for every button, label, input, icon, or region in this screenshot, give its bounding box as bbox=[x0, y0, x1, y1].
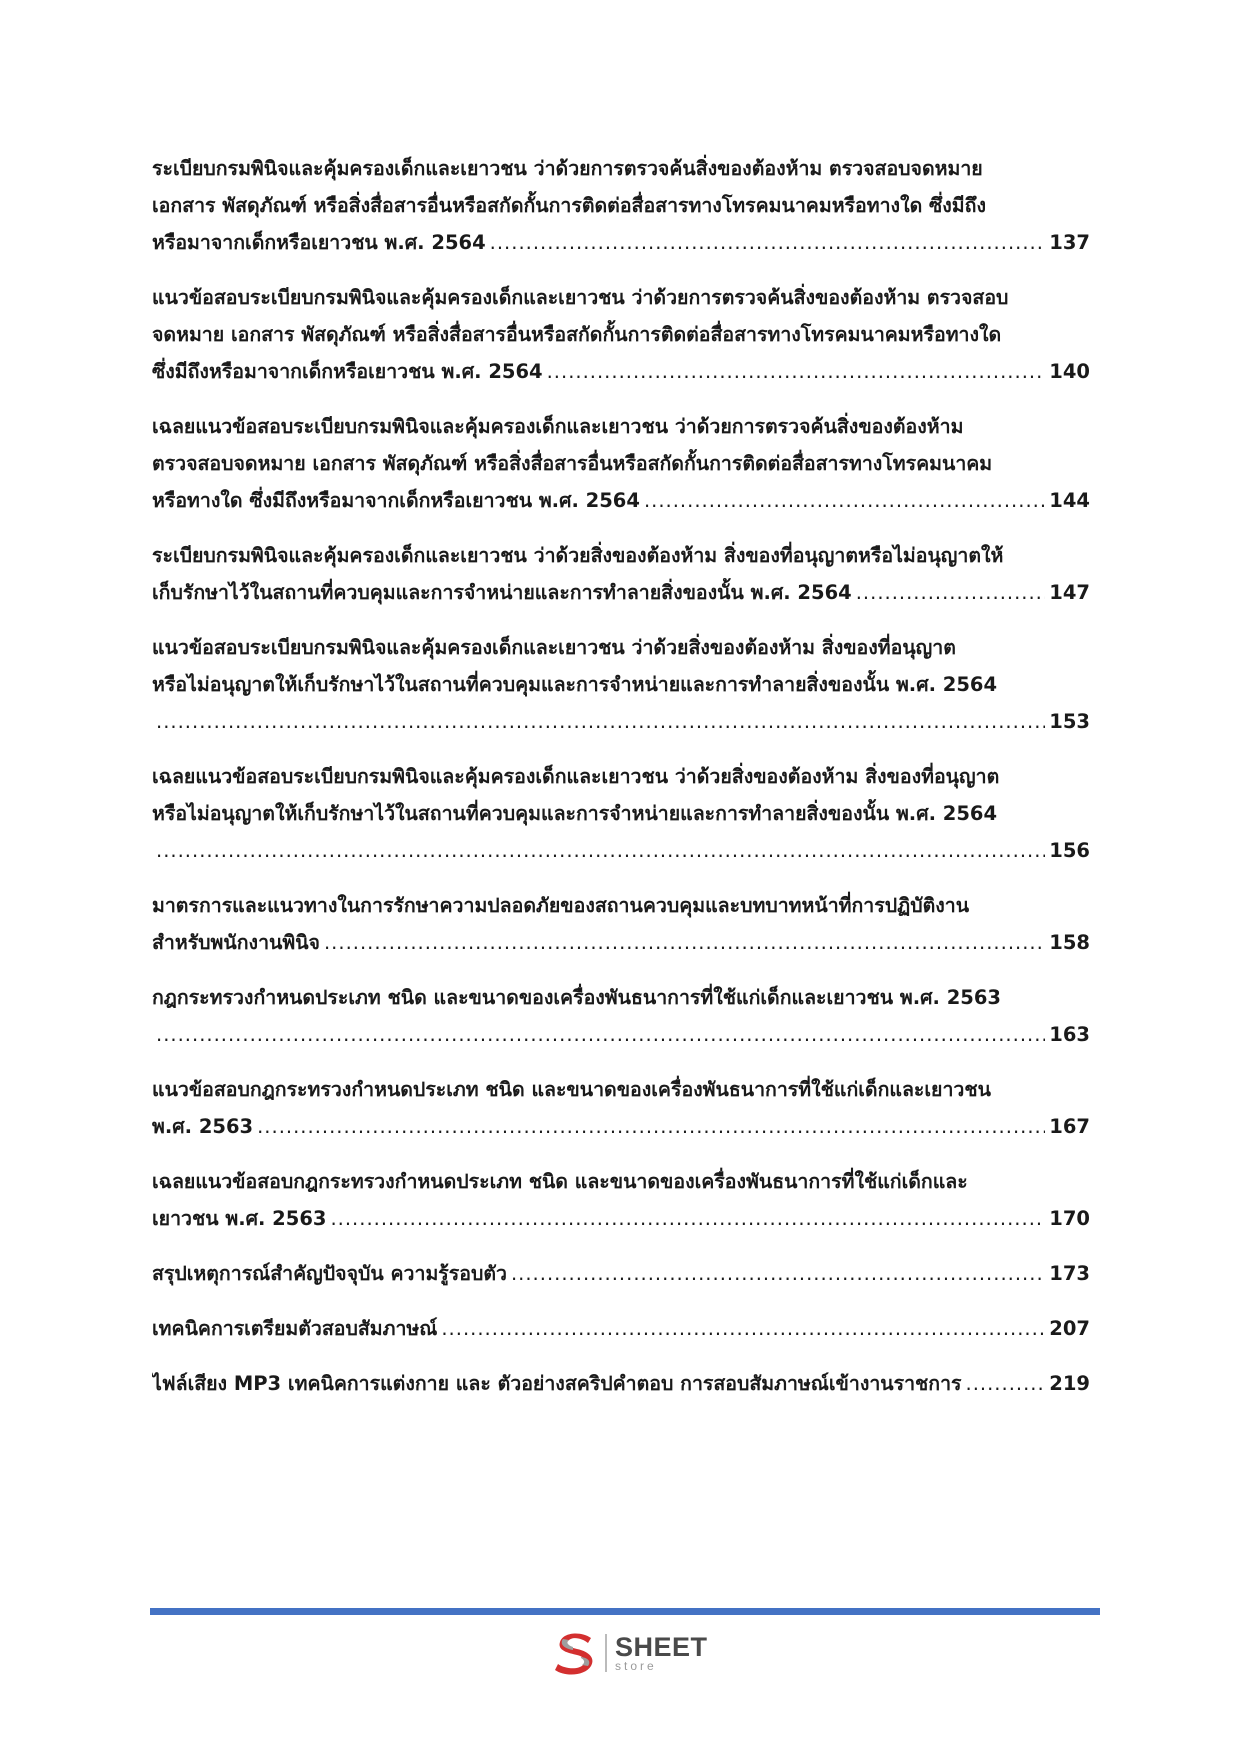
toc-page-number: 173 bbox=[1049, 1262, 1090, 1285]
dot-leader bbox=[966, 1365, 1046, 1402]
logo-separator bbox=[605, 1634, 607, 1672]
toc-entry[interactable] bbox=[152, 629, 1090, 740]
toc-entry-line: ระเบียบกรมพินิจและคุ้มครองเด็กและเยาวชน ว่าด้วยสิ่งของต้องห้าม สิ่งของที่อนุญาตหรือไม่อนุญาตให้ bbox=[152, 544, 1004, 567]
toc-entry-last-line bbox=[152, 1310, 1090, 1347]
dot-leader bbox=[156, 1016, 1045, 1053]
dot-leader bbox=[257, 1108, 1045, 1145]
toc-entry-line: เฉลยแนวข้อสอบระเบียบกรมพินิจและคุ้มครองเด็กและเยาวชน ว่าด้วยการตรวจค้นสิ่งของต้องห้าม bbox=[152, 415, 964, 438]
toc-entry[interactable] bbox=[152, 1255, 1090, 1292]
toc-entry[interactable] bbox=[152, 1310, 1090, 1347]
toc-page-number: 153 bbox=[1049, 710, 1090, 733]
toc-page-number: 207 bbox=[1049, 1317, 1090, 1340]
dot-leader bbox=[644, 482, 1045, 519]
toc-entry-last-line bbox=[152, 482, 1090, 519]
toc-entry-last-line bbox=[152, 1108, 1090, 1145]
dot-leader bbox=[490, 224, 1046, 261]
toc-page-number: 219 bbox=[1049, 1372, 1090, 1395]
toc-entry[interactable] bbox=[152, 1365, 1090, 1402]
dot-leader bbox=[324, 924, 1045, 961]
logo-wordmark bbox=[615, 1634, 708, 1672]
toc-entry-text: เทคนิคการเตรียมตัวสอบสัมภาษณ์ bbox=[152, 1317, 438, 1340]
table-of-contents bbox=[152, 150, 1090, 1402]
toc-entry-text: สรุปเหตุการณ์สำคัญปัจจุบัน ความรู้รอบตัว bbox=[152, 1262, 507, 1285]
toc-entry-last-line bbox=[152, 224, 1090, 261]
toc-entry[interactable] bbox=[152, 887, 1090, 961]
toc-entry-line: เฉลยแนวข้อสอบกฎกระทรวงกำหนดประเภท ชนิด และขนาดของเครื่องพันธนาการที่ใช้แก่เด็กและ bbox=[152, 1170, 968, 1193]
toc-entry[interactable] bbox=[152, 1071, 1090, 1145]
dot-leader bbox=[156, 832, 1045, 869]
toc-entry[interactable] bbox=[152, 758, 1090, 869]
toc-page-number: 137 bbox=[1049, 231, 1090, 254]
toc-entry-text: เก็บรักษาไว้ในสถานที่ควบคุมและการจำหน่ายและการทำลายสิ่งของนั้น พ.ศ. 2564 bbox=[152, 581, 852, 604]
dot-leader bbox=[856, 574, 1046, 611]
logo-sub: store bbox=[615, 1659, 657, 1673]
footer-rule bbox=[150, 1608, 1100, 1615]
toc-entry-line: แนวข้อสอบระเบียบกรมพินิจและคุ้มครองเด็กและเยาวชน ว่าด้วยสิ่งของต้องห้าม สิ่งของที่อนุญาต bbox=[152, 636, 956, 659]
toc-entry-last-line bbox=[152, 924, 1090, 961]
sheet-store-s-logo-icon bbox=[551, 1630, 599, 1676]
toc-entry-line: กฎกระทรวงกำหนดประเภท ชนิด และขนาดของเครื่องพันธนาการที่ใช้แก่เด็กและเยาวชน พ.ศ. 2563 bbox=[152, 986, 1001, 1009]
dot-leader bbox=[156, 703, 1045, 740]
toc-entry[interactable] bbox=[152, 1163, 1090, 1237]
toc-entry-line: จดหมาย เอกสาร พัสดุภัณฑ์ หรือสิ่งสื่อสารอื่นหรือสกัดกั้นการติดต่อสื่อสารทางโทรคมนาคมหรือทางใด bbox=[152, 323, 1002, 346]
toc-page-number: 170 bbox=[1049, 1207, 1090, 1230]
toc-entry-line: แนวข้อสอบระเบียบกรมพินิจและคุ้มครองเด็กและเยาวชน ว่าด้วยการตรวจค้นสิ่งของต้องห้าม ตรวจสอบ bbox=[152, 286, 1009, 309]
toc-entry-line: เฉลยแนวข้อสอบระเบียบกรมพินิจและคุ้มครองเด็กและเยาวชน ว่าด้วยสิ่งของต้องห้าม สิ่งของที่อนุญาต bbox=[152, 765, 1000, 788]
toc-entry-text: เยาวชน พ.ศ. 2563 bbox=[152, 1207, 327, 1230]
toc-page-number: 156 bbox=[1049, 839, 1090, 862]
toc-entry[interactable] bbox=[152, 408, 1090, 519]
toc-entry-line: แนวข้อสอบกฎกระทรวงกำหนดประเภท ชนิด และขนาดของเครื่องพันธนาการที่ใช้แก่เด็กและเยาวชน bbox=[152, 1078, 991, 1101]
toc-entry[interactable] bbox=[152, 537, 1090, 611]
logo-brand: SHEET bbox=[615, 1632, 708, 1662]
toc-entry-line: ตรวจสอบจดหมาย เอกสาร พัสดุภัณฑ์ หรือสิ่งสื่อสารอื่นหรือสกัดกั้นการติดต่อสื่อสารทางโทรคมนาคม bbox=[152, 452, 993, 475]
toc-page-number: 167 bbox=[1049, 1115, 1090, 1138]
toc-entry-text: สำหรับพนักงานพินิจ bbox=[152, 931, 320, 954]
toc-entry-last-line bbox=[152, 1016, 1090, 1053]
toc-entry[interactable] bbox=[152, 150, 1090, 261]
footer-logo bbox=[551, 1628, 731, 1678]
toc-entry[interactable] bbox=[152, 979, 1090, 1053]
toc-entry-last-line bbox=[152, 703, 1090, 740]
toc-entry-text: หรือทางใด ซึ่งมีถึงหรือมาจากเด็กหรือเยาวชน พ.ศ. 2564 bbox=[152, 489, 640, 512]
toc-entry-last-line bbox=[152, 574, 1090, 611]
toc-entry-text: หรือมาจากเด็กหรือเยาวชน พ.ศ. 2564 bbox=[152, 231, 486, 254]
toc-entry-last-line bbox=[152, 1255, 1090, 1292]
toc-entry-line: หรือไม่อนุญาตให้เก็บรักษาไว้ในสถานที่ควบคุมและการจำหน่ายและการทำลายสิ่งของนั้น พ.ศ. 2564 bbox=[152, 673, 998, 696]
toc-entry-last-line bbox=[152, 1365, 1090, 1402]
toc-page-number: 140 bbox=[1049, 360, 1090, 383]
dot-leader bbox=[330, 1200, 1045, 1237]
toc-entry-text: ไฟล์เสียง MP3 เทคนิคการแต่งกาย และ ตัวอย่างสคริปคำตอบ การสอบสัมภาษณ์เข้างานราชการ bbox=[152, 1372, 962, 1395]
toc-page-number: 147 bbox=[1049, 581, 1090, 604]
toc-page-number: 163 bbox=[1049, 1023, 1090, 1046]
toc-page-number: 158 bbox=[1049, 931, 1090, 954]
toc-entry[interactable] bbox=[152, 279, 1090, 390]
toc-entry-line: ระเบียบกรมพินิจและคุ้มครองเด็กและเยาวชน ว่าด้วยการตรวจค้นสิ่งของต้องห้าม ตรวจสอบจดหมาย bbox=[152, 157, 983, 180]
toc-entry-line: มาตรการและแนวทางในการรักษาความปลอดภัยของสถานควบคุมและบทบาทหน้าที่การปฏิบัติงาน bbox=[152, 894, 970, 917]
toc-entry-text: ซึ่งมีถึงหรือมาจากเด็กหรือเยาวชน พ.ศ. 2564 bbox=[152, 360, 543, 383]
dot-leader bbox=[441, 1310, 1045, 1347]
toc-page-number: 144 bbox=[1049, 489, 1090, 512]
toc-entry-last-line bbox=[152, 353, 1090, 390]
dot-leader bbox=[547, 353, 1046, 390]
toc-entry-line: เอกสาร พัสดุภัณฑ์ หรือสิ่งสื่อสารอื่นหรือสกัดกั้นการติดต่อสื่อสารทางโทรคมนาคมหรือทางใด ซึ่งมีถึง bbox=[152, 194, 986, 217]
dot-leader bbox=[511, 1255, 1045, 1292]
toc-entry-last-line bbox=[152, 1200, 1090, 1237]
toc-entry-last-line bbox=[152, 832, 1090, 869]
toc-entry-line: หรือไม่อนุญาตให้เก็บรักษาไว้ในสถานที่ควบคุมและการจำหน่ายและการทำลายสิ่งของนั้น พ.ศ. 2564 bbox=[152, 802, 998, 825]
toc-entry-text: พ.ศ. 2563 bbox=[152, 1115, 254, 1138]
